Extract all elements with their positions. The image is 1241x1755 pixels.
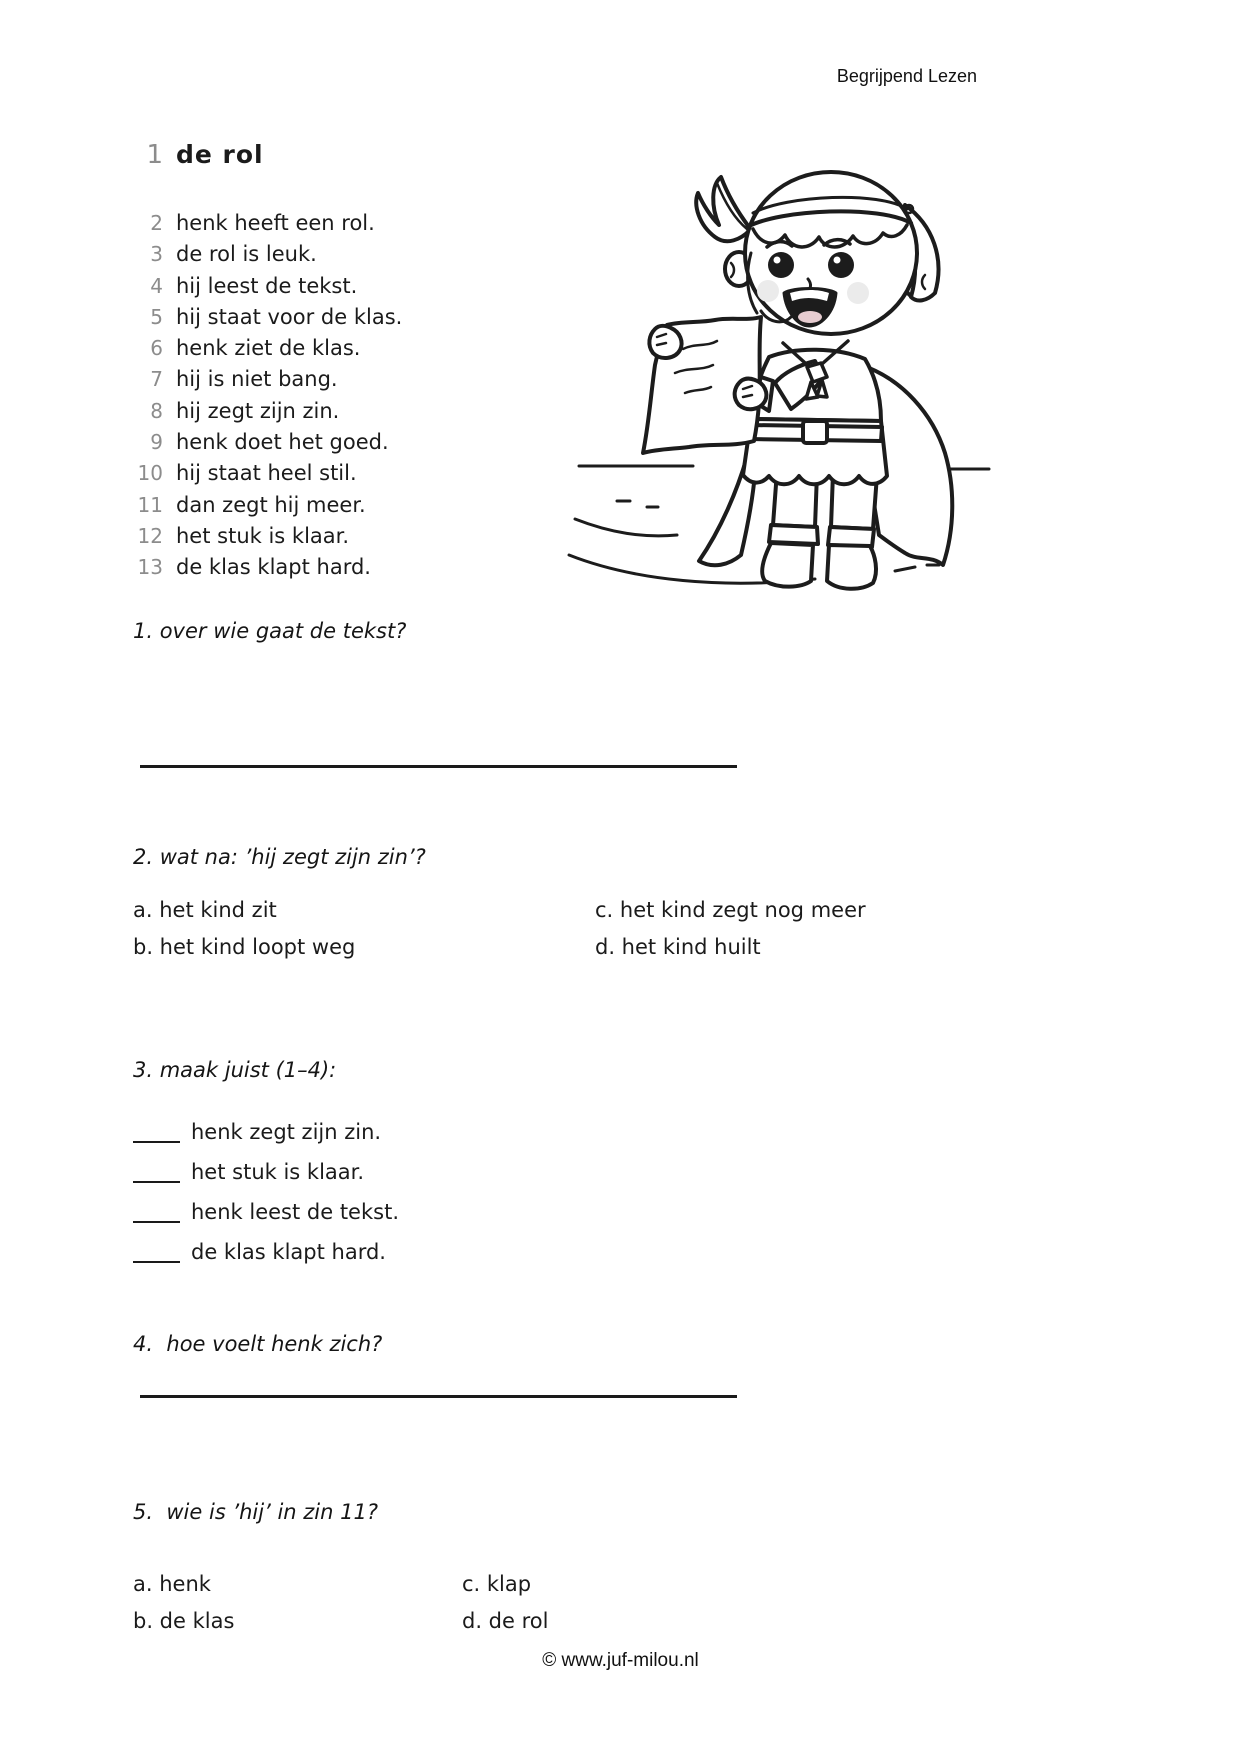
story-title	[133, 140, 264, 170]
line-text: hij is niet bang.	[176, 367, 338, 392]
line-text: het stuk is klaar.	[176, 523, 350, 548]
order-item	[133, 1192, 399, 1232]
line-text: dan zegt hij meer.	[176, 492, 366, 517]
line-text: hij staat voor de klas.	[176, 304, 403, 329]
line-number: 13	[137, 555, 163, 580]
question-3-label: 3. maak juist (1–4):	[133, 1058, 337, 1082]
question-2-label: 2. wat na: ’hij zegt zijn zin’?	[133, 845, 426, 869]
story-lines	[133, 211, 402, 587]
question-4-answer-line[interactable]	[140, 1395, 737, 1398]
line-text: de rol is leuk.	[176, 242, 317, 267]
line-number: 12	[137, 523, 163, 548]
order-item-text: henk leest de tekst.	[191, 1200, 399, 1224]
q5-option-d: d. de rol	[462, 1609, 549, 1633]
order-answer-blank[interactable]	[133, 1141, 180, 1143]
order-item	[133, 1152, 399, 1192]
story-line	[133, 430, 402, 461]
line-number: 4	[150, 273, 163, 298]
story-line	[133, 305, 402, 336]
line-number: 8	[150, 398, 163, 423]
question-1-answer-line[interactable]	[140, 765, 737, 768]
question-4-label: 4. hoe voelt henk zich?	[133, 1332, 383, 1356]
question-3-order-list	[133, 1112, 399, 1272]
line-number: 5	[150, 304, 163, 329]
question-1-label: 1. over wie gaat de tekst?	[133, 619, 407, 643]
story-line	[133, 274, 402, 305]
boy-with-scroll-illustration	[565, 135, 995, 595]
order-item-text: de klas klapt hard.	[191, 1240, 386, 1264]
q2-option-d: d. het kind huilt	[595, 935, 761, 959]
line-text: henk doet het goed.	[176, 430, 389, 455]
line-number: 9	[150, 430, 163, 455]
line-text: henk heeft een rol.	[176, 211, 375, 235]
order-item	[133, 1232, 399, 1272]
copyright-footer: © www.juf-milou.nl	[542, 1650, 699, 1671]
story-line	[133, 211, 402, 242]
story-title-number: 1	[146, 140, 163, 170]
story-line	[133, 367, 402, 398]
order-item-text: het stuk is klaar.	[191, 1160, 365, 1184]
line-number: 7	[150, 367, 163, 392]
q5-option-a: a. henk	[133, 1572, 211, 1596]
page-header-label: Begrijpend Lezen	[836, 66, 977, 86]
order-item-text: henk zegt zijn zin.	[191, 1120, 382, 1144]
boy-with-scroll-drawing	[565, 135, 995, 595]
story-line	[133, 336, 402, 367]
story-line	[133, 555, 402, 586]
order-item	[133, 1112, 399, 1152]
q5-option-b: b. de klas	[133, 1609, 235, 1633]
order-answer-blank[interactable]	[133, 1221, 180, 1223]
line-number: 11	[137, 492, 163, 517]
q2-option-c: c. het kind zegt nog meer	[595, 898, 866, 922]
order-answer-blank[interactable]	[133, 1181, 180, 1183]
question-5-label: 5. wie is ’hij’ in zin 11?	[133, 1500, 378, 1524]
story-title-text: de rol	[176, 140, 264, 169]
story-line	[133, 242, 402, 273]
line-number: 10	[137, 461, 163, 486]
order-answer-blank[interactable]	[133, 1261, 180, 1263]
line-text: hij leest de tekst.	[176, 273, 358, 298]
q5-option-c: c. klap	[462, 1572, 532, 1596]
story-line	[133, 399, 402, 430]
line-text: henk ziet de klas.	[176, 336, 361, 361]
story-line	[133, 461, 402, 492]
line-text: de klas klapt hard.	[176, 555, 371, 580]
line-number: 2	[150, 211, 163, 235]
story-line	[133, 524, 402, 555]
line-number: 3	[150, 242, 163, 267]
line-number: 6	[150, 336, 163, 361]
line-text: hij staat heel stil.	[176, 461, 357, 486]
line-text: hij zegt zijn zin.	[176, 398, 340, 423]
q2-option-b: b. het kind loopt weg	[133, 935, 356, 959]
q2-option-a: a. het kind zit	[133, 898, 277, 922]
story-line	[133, 493, 402, 524]
